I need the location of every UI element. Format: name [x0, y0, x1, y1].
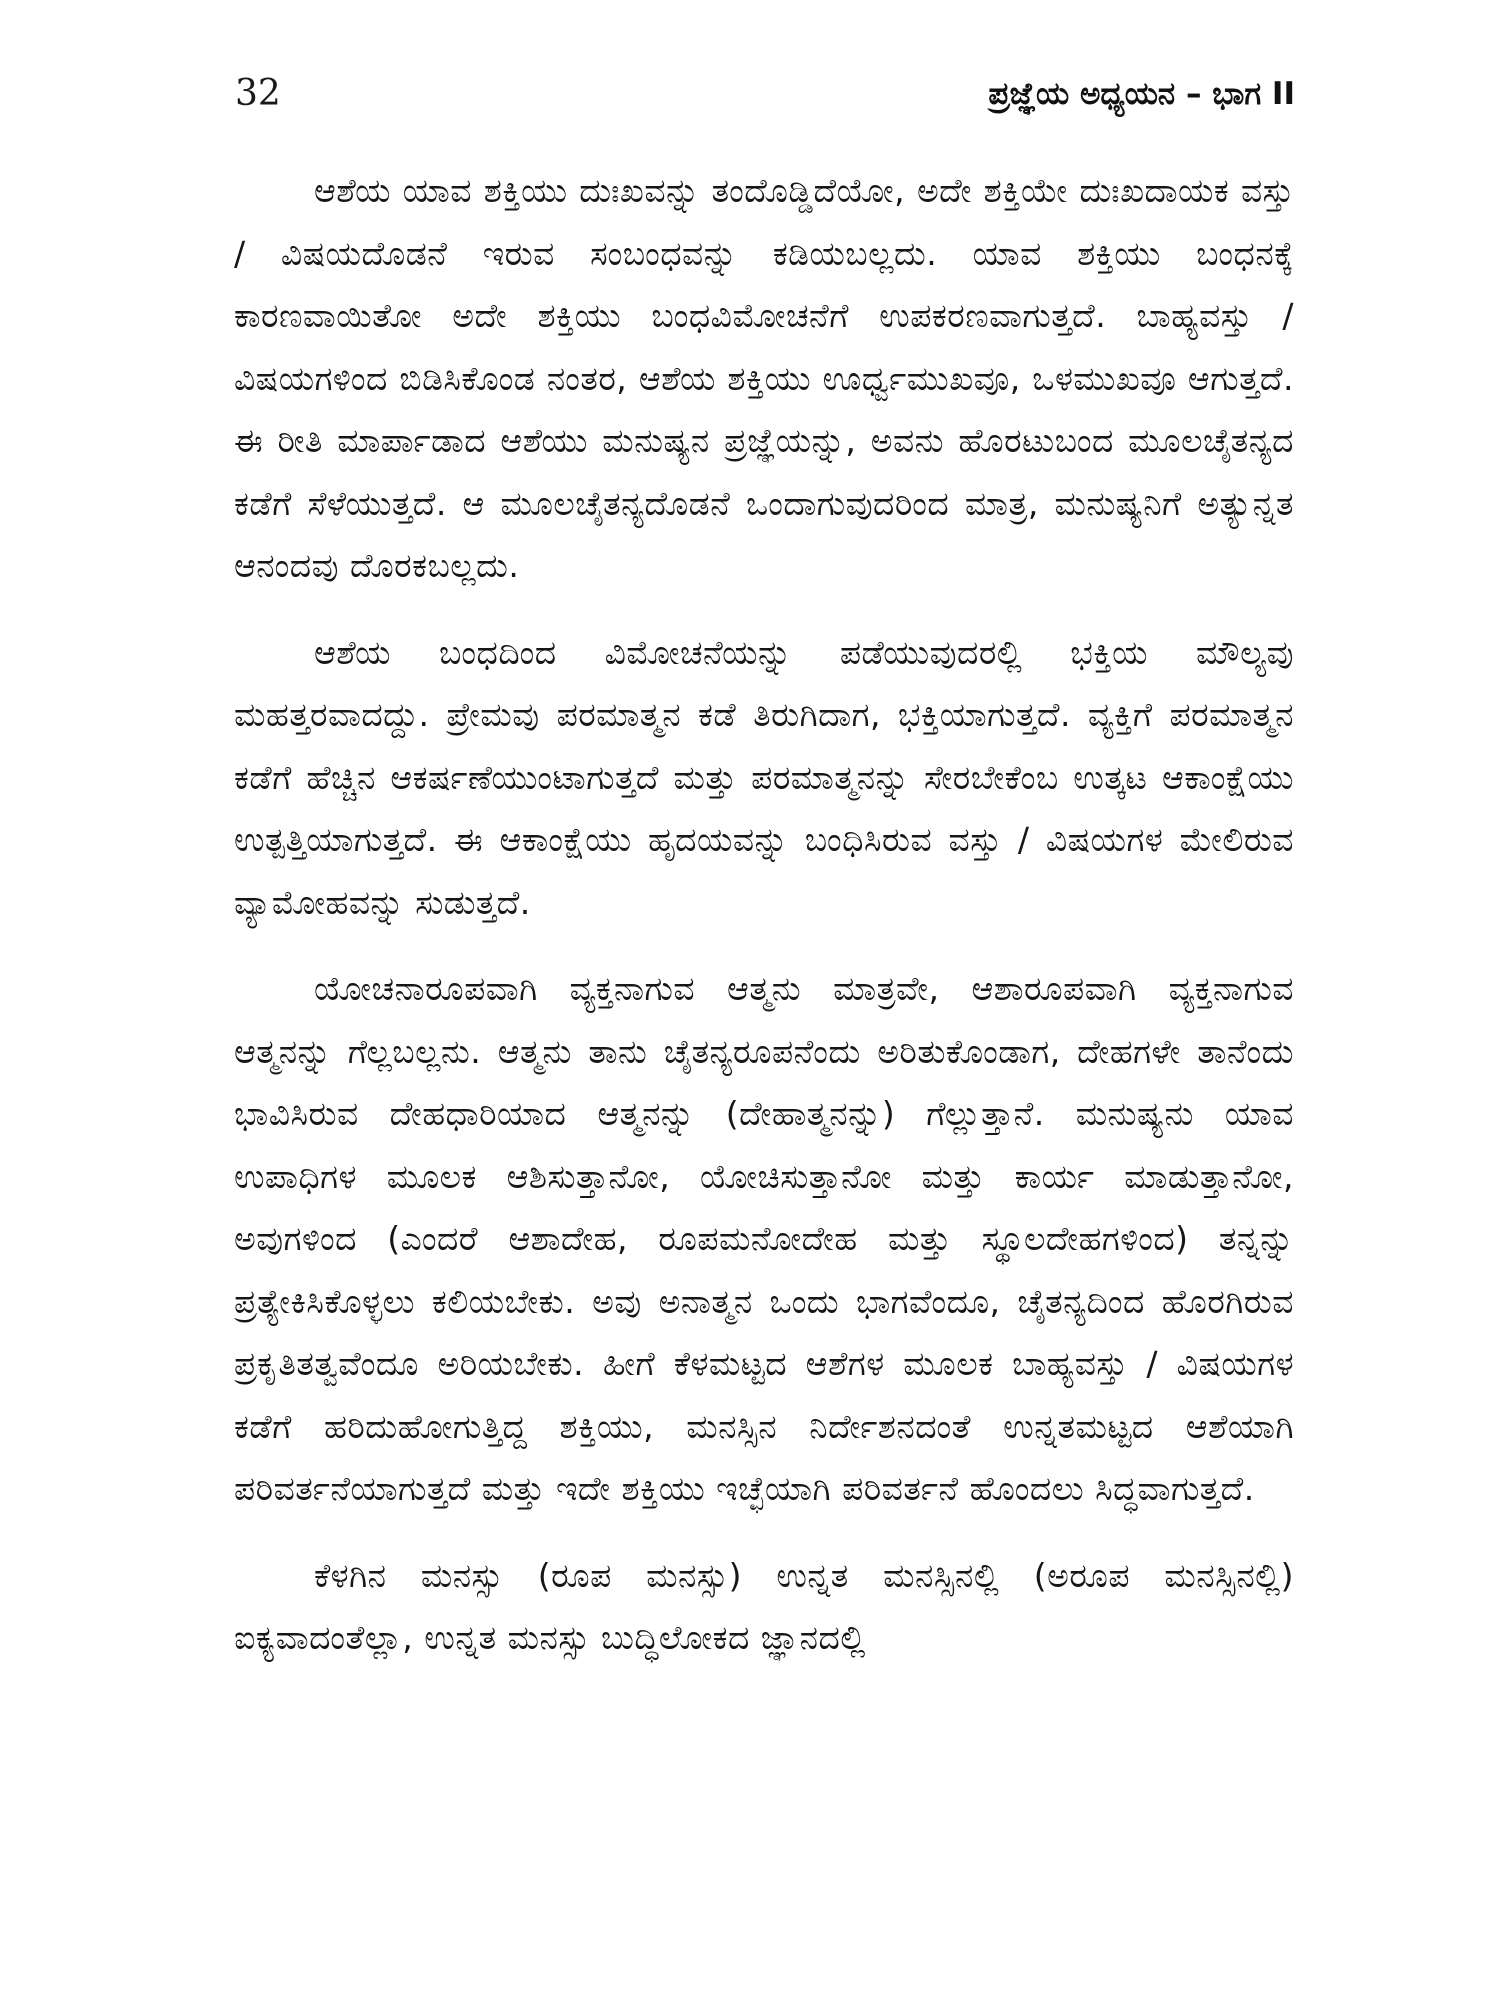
paragraph-2: ಆಶೆಯ ಬಂಧದಿಂದ ವಿಮೋಚನೆಯನ್ನು ಪಡೆಯುವುದರಲ್ಲಿ ಭಕ್ತಿಯ ಮೌಲ್ಯವು ಮಹತ್ತರವಾದದ್ದು. ಪ್ರೇಮವು ಪರಮಾತ್ಮನ ಕಡೆ ತಿರುಗಿದಾಗ, ಭಕ್ತಿಯಾಗುತ್ತದೆ. ವ್ಯಕ್ತಿಗೆ ಪರಮಾತ್ಮನ ಕಡೆಗೆ ಹೆಚ್ಚಿನ ಆಕರ್ಷಣೆಯುಂಟಾಗುತ್ತದೆ ಮತ್ತು ಪರಮಾತ್ಮನನ್ನು ಸೇರಬೇಕೆಂಬ ಉತ್ಕಟ ಆಕಾಂಕ್ಷೆಯು ಉತ್ಪತ್ತಿಯಾಗುತ್ತದೆ. ಈ ಆಕಾಂಕ್ಷೆಯು ಹೃದಯವನ್ನು ಬಂಧಿಸಿರುವ ವಸ್ತು / ವಿಷಯಗಳ ಮೇಲಿರುವ ವ್ಯಾಮೋಹವನ್ನು ಸುಡುತ್ತದೆ.: [234, 632, 1294, 922]
paragraph-3: ಯೋಚನಾರೂಪವಾಗಿ ವ್ಯಕ್ತನಾಗುವ ಆತ್ಮನು ಮಾತ್ರವೇ, ಆಶಾರೂಪವಾಗಿ ವ್ಯಕ್ತನಾಗುವ ಆತ್ಮನನ್ನು ಗೆಲ್ಲಬಲ್ಲನು. ಆತ್ಮನು ತಾನು ಚೈತನ್ಯರೂಪನೆಂದು ಅರಿತುಕೊಂಡಾಗ, ದೇಹಗಳೇ ತಾನೆಂದು ಭಾವಿಸಿರುವ ದೇಹಧಾರಿಯಾದ ಆತ್ಮನನ್ನು (ದೇಹಾತ್ಮನನ್ನು) ಗೆಲ್ಲುತ್ತಾನೆ. ಮನುಷ್ಯನು ಯಾವ ಉಪಾಧಿಗಳ ಮೂಲಕ ಆಶಿಸುತ್ತಾನೋ, ಯೋಚಿಸುತ್ತಾನೋ ಮತ್ತು ಕಾರ್ಯ ಮಾಡುತ್ತಾನೋ, ಅವುಗಳಿಂದ (ಎಂದರೆ ಆಶಾದೇಹ, ರೂಪಮನೋದೇಹ ಮತ್ತು ಸ್ಥೂಲದೇಹಗಳಿಂದ) ತನ್ನನ್ನು ಪ್ರತ್ಯೇಕಿಸಿಕೊಳ್ಳಲು ಕಲಿಯಬೇಕು. ಅವು ಅನಾತ್ಮನ ಒಂದು ಭಾಗವೆಂದೂ, ಚೈತನ್ಯದಿಂದ ಹೊರಗಿರುವ ಪ್ರಕೃತಿತತ್ವವೆಂದೂ ಅರಿಯಬೇಕು. ಹೀಗೆ ಕೆಳಮಟ್ಟದ ಆಶೆಗಳ ಮೂಲಕ ಬಾಹ್ಯವಸ್ತು / ವಿಷಯಗಳ ಕಡೆಗೆ ಹರಿದುಹೋಗುತ್ತಿದ್ದ ಶಕ್ತಿಯು, ಮನಸ್ಸಿನ ನಿರ್ದೇಶನದಂತೆ ಉನ್ನತಮಟ್ಟದ ಆಶೆಯಾಗಿ ಪರಿವರ್ತನೆಯಾಗುತ್ತದೆ ಮತ್ತು ಇದೇ ಶಕ್ತಿಯು ಇಚ್ಛೆಯಾಗಿ ಪರಿವರ್ತನೆ ಹೊಂದಲು ಸಿದ್ಧವಾಗುತ್ತದೆ.: [234, 969, 1294, 1508]
page-number: 32: [235, 73, 281, 114]
page-header: [235, 64, 1295, 124]
running-title: ಪ್ರಜ್ಞೆಯ ಅಧ್ಯಯನ – ಭಾಗ II: [988, 76, 1295, 112]
paragraph-1: ಆಶೆಯ ಯಾವ ಶಕ್ತಿಯು ದುಃಖವನ್ನು ತಂದೊಡ್ಡಿದೆಯೋ, ಅದೇ ಶಕ್ತಿಯೇ ದುಃಖದಾಯಕ ವಸ್ತು / ವಿಷಯದೊಡನೆ ಇರುವ ಸಂಬಂಧವನ್ನು ಕಡಿಯಬಲ್ಲದು. ಯಾವ ಶಕ್ತಿಯು ಬಂಧನಕ್ಕೆ ಕಾರಣವಾಯಿತೋ ಅದೇ ಶಕ್ತಿಯು ಬಂಧವಿಮೋಚನೆಗೆ ಉಪಕರಣವಾಗುತ್ತದೆ. ಬಾಹ್ಯವಸ್ತು /ವಿಷಯಗಳಿಂದ ಬಿಡಿಸಿಕೊಂಡ ನಂತರ, ಆಶೆಯ ಶಕ್ತಿಯು ಊರ್ಧ್ವಮುಖವೂ, ಒಳಮುಖವೂ ಆಗುತ್ತದೆ. ಈ ರೀತಿ ಮಾರ್ಪಾಡಾದ ಆಶೆಯು ಮನುಷ್ಯನ ಪ್ರಜ್ಞೆಯನ್ನು, ಅವನು ಹೊರಟುಬಂದ ಮೂಲಚೈತನ್ಯದ ಕಡೆಗೆ ಸೆಳೆಯುತ್ತದೆ. ಆ ಮೂಲಚೈತನ್ಯದೊಡನೆ ಒಂದಾಗುವುದರಿಂದ ಮಾತ್ರ, ಮನುಷ್ಯನಿಗೆ ಅತ್ಯುನ್ನತ ಆನಂದವು ದೊರಕಬಲ್ಲದು.: [234, 171, 1294, 585]
paragraph-4: ಕೆಳಗಿನ ಮನಸ್ಸು (ರೂಪ ಮನಸ್ಸು) ಉನ್ನತ ಮನಸ್ಸಿನಲ್ಲಿ (ಅರೂಪ ಮನಸ್ಸಿನಲ್ಲಿ) ಐಕ್ಯವಾದಂತೆಲ್ಲಾ, ಉನ್ನತ ಮನಸ್ಸು ಬುದ್ಧಿಲೋಕದ ಜ್ಞಾನದಲ್ಲಿ: [234, 1555, 1294, 1657]
body-text: [234, 160, 1294, 1694]
